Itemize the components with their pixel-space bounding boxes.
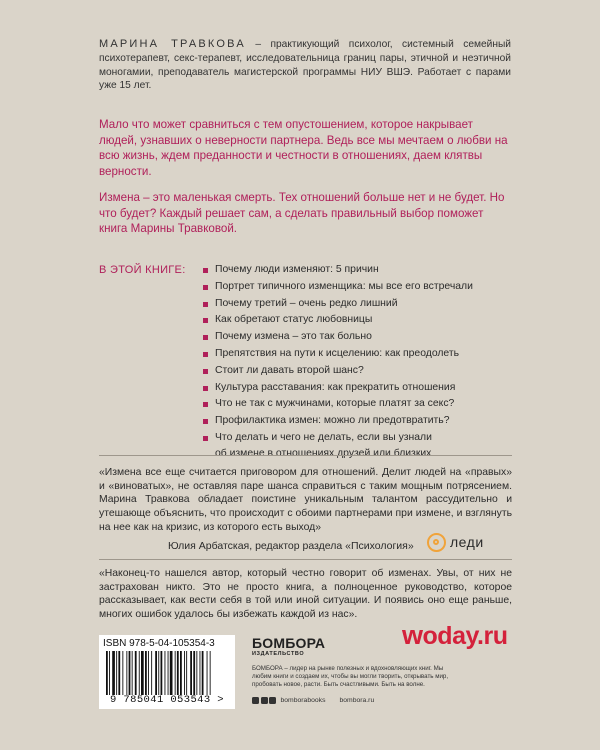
publisher-contacts <box>252 697 462 704</box>
divider <box>99 559 512 560</box>
vk-icon <box>261 697 268 704</box>
barcode-image <box>104 651 230 695</box>
feature-item: Как обретают статус любовницы <box>202 312 502 329</box>
wday-logo-o: o <box>422 622 438 650</box>
feature-item: Почему люди изменяют: 5 причин <box>202 262 502 279</box>
features-list <box>202 262 502 460</box>
author-name: МАРИНА ТРАВКОВА <box>99 38 246 50</box>
feature-item: Почему третий – очень редко лишний <box>202 296 502 313</box>
feature-item: Что не так с мужчинами, которые платят за секс? <box>202 396 502 413</box>
quote-wday: «Наконец-то нашелся автор, который честно говорит об изменах. Увы, от них не застрахован никто. Это не просто книга, а полноценное руководство, которое рассказывает, как вести себя в той или иной ситуации. И появись оно еще раньше, многих ошибок удалось бы избежать каждой из нас». <box>99 568 512 621</box>
instagram-icon <box>269 697 276 704</box>
publisher-logo: БОМБОРА <box>252 635 326 651</box>
feature-item-continuation: об измене в отношениях друзей или близких <box>215 447 432 459</box>
feature-item: Препятствия на пути к исцелению: как преодолеть <box>202 346 502 363</box>
divider <box>99 455 512 456</box>
publisher-website: bombora.ru <box>339 696 375 704</box>
author-bio <box>99 38 511 93</box>
feature-item: Почему измена – это так больно <box>202 329 502 346</box>
facebook-icon <box>252 697 259 704</box>
in-book-label: В ЭТОЙ КНИГЕ: <box>99 264 186 276</box>
intro-text <box>99 117 511 248</box>
intro-paragraph-2: Измена – это маленькая смерть. Тех отношений больше нет и не будет. Но что будет? Каждый решает сам, а сделать правильный выбор поможет книга Марины Травковой. <box>99 191 505 235</box>
feature-item-text: Что делать и чего не делать, если вы узнали <box>215 431 432 443</box>
intro-paragraph-1: Мало что может сравниться с тем опустошением, которое накрывает людей, узнавших о неверности партнера. Ведь все мы мечтаем о любви на всю жизнь, ждем преданности и честности в отношениях, даем клятвы верности. <box>99 118 508 178</box>
quote-attribution: Юлия Арбатская, редактор раздела «Психология» <box>168 540 414 552</box>
feature-item: Портрет типичного изменщика: мы все его встречали <box>202 279 502 296</box>
wday-logo-w: w <box>402 620 423 650</box>
quote-ledi: «Измена все еще считается приговором для отношений. Делит людей на «правых» и «виноватых», не оставляя паре шанса справиться с таким мощным потрясением. Марина Травкова обладает поистине уникальным талантом рассудительно и утешающе объяснить, что происходит с обоими партнерами при измене, и взглянуть на нее как на кризис, из которого есть выход» <box>99 467 512 533</box>
barcode-digits: 9 785041 053543 > <box>110 694 224 706</box>
ledi-logo <box>427 531 484 553</box>
isbn-number: ISBN 978-5-04-105354-3 <box>103 638 215 649</box>
author-bio-text: – практикующий психолог, системный семейный психотерапевт, секс-терапевт, исследовательница границ пары, этичной и неэтичной моногамии, преподаватель магистерской программы НИУ ВШЭ. Работает с парами уже 15 лет. <box>99 39 511 92</box>
ledi-logo-text: леди <box>450 534 484 550</box>
isbn-barcode-box <box>99 635 235 709</box>
wday-logo-rest: day.ru <box>437 622 508 650</box>
publisher-description: БОМБОРА – лидер на рынке полезных и вдохновляющих книг. Мы любим книги и создаем их, чтобы вы могли творить, открывать мир, пробовать новое, расти. Быть счастливыми. Быть на волне. <box>252 665 449 689</box>
wday-logo <box>402 620 507 651</box>
at-sign-icon <box>427 533 446 552</box>
publisher-subtitle: ИЗДАТЕЛЬСТВО <box>252 651 305 657</box>
feature-item: Стоит ли давать второй шанс? <box>202 363 502 380</box>
feature-item: Профилактика измен: можно ли предотвратить? <box>202 413 502 430</box>
publisher-social-handle: bomborabooks <box>280 696 326 704</box>
feature-item: Культура расставания: как прекратить отношения <box>202 380 502 397</box>
